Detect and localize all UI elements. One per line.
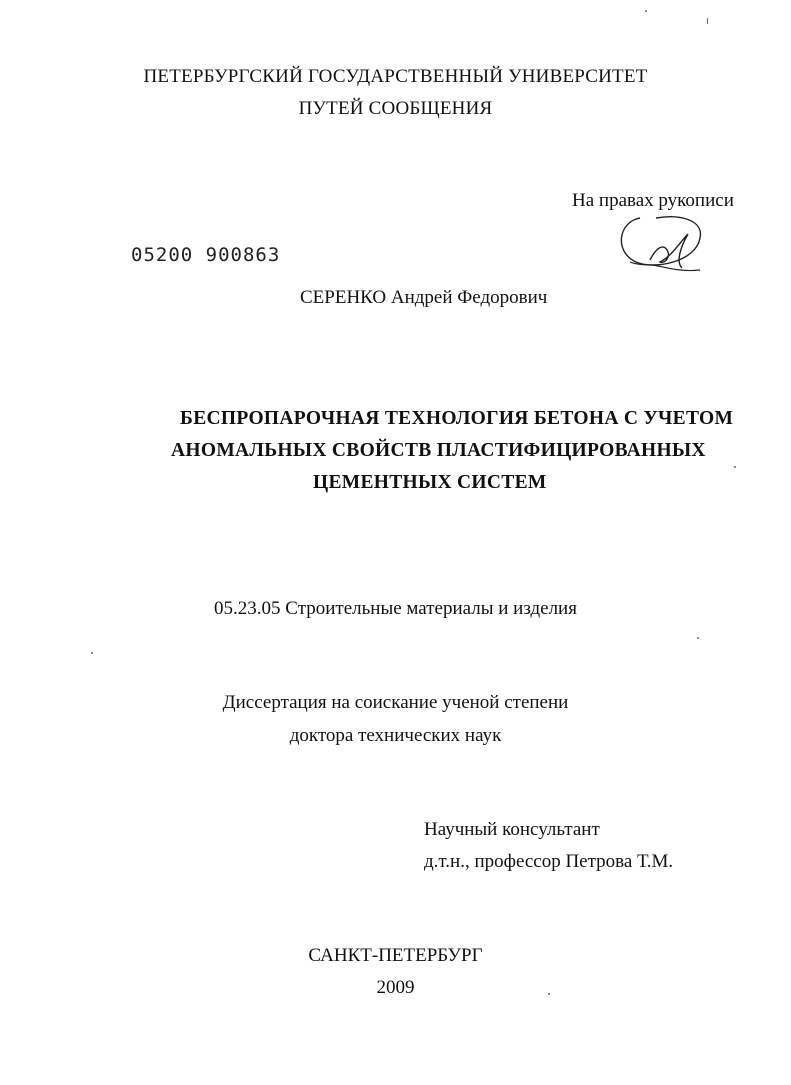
dissertation-line1: Диссертация на соискание ученой степени (222, 692, 569, 713)
specialty: 05.23.05 Строительные материалы и изделия (214, 598, 577, 619)
city: САНКТ-ПЕТЕРБУРГ (308, 945, 483, 966)
university-name-line2: ПУТЕЙ СООБЩЕНИЯ (298, 98, 493, 119)
university-name-line1: ПЕТЕРБУРГСКИЙ ГОСУДАРСТВЕННЫЙ УНИВЕРСИТЕТ (143, 66, 648, 87)
dissertation-line2: доктора технических наук (289, 725, 502, 746)
scan-speck (734, 466, 736, 468)
consultant-label: Научный консультант (424, 819, 600, 840)
author-name: СЕРЕНКО Андрей Федорович (300, 287, 548, 308)
scan-speck (697, 637, 699, 639)
scan-speck (548, 993, 550, 995)
year: 2009 (376, 977, 415, 998)
scan-speck (707, 18, 708, 24)
manuscript-rights-label: На правах рукописи (572, 190, 734, 211)
scan-speck (91, 652, 93, 654)
title-line1: БЕСПРОПАРОЧНАЯ ТЕХНОЛОГИЯ БЕТОНА С УЧЕТОМ (180, 408, 734, 429)
scan-speck (645, 10, 647, 12)
consultant-name: д.т.н., профессор Петрова Т.М. (424, 851, 674, 872)
title-line3: ЦЕМЕНТНЫХ СИСТЕМ (313, 472, 547, 493)
signature-icon (610, 212, 710, 276)
title-line2: АНОМАЛЬНЫХ СВОЙСТВ ПЛАСТИФИЦИРОВАННЫХ (171, 440, 706, 461)
registration-code: 05200 900863 (131, 244, 281, 266)
